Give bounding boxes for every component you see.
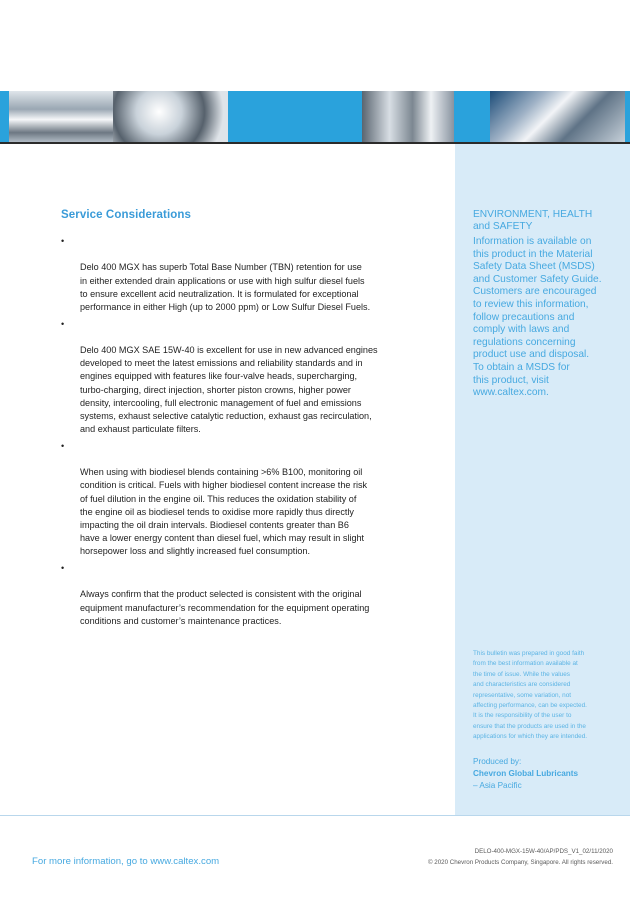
- banner-photo-gear: [113, 91, 228, 143]
- ehs-body-text: Information is available on this product in the Material Safety Data Sheet (MSDS) and Customer Safety Guide. Customers are encouraged to review this information, follow precautions and comply with laws and regulations concerning product use and disposal. To obtain a MSDS for this product, visit www.caltex.com.: [473, 236, 602, 399]
- bullet-icon: •: [61, 440, 65, 451]
- header-banner: [0, 91, 630, 143]
- banner-photo-engine: [362, 91, 454, 143]
- more-info-link[interactable]: For more information, go to www.caltex.com: [32, 856, 220, 867]
- list-item-text: Delo 400 MGX has superb Total Base Number (TBN) retention for use in either extended drain applications or use with high sulfur diesel fuels to ensure excellent acid neutralization. It is formulated for exceptional performance in either High (up to 2000 ppm) or Low Sulfur Diesel Fuels.: [80, 262, 371, 313]
- banner-photo-machinery: [490, 91, 625, 143]
- document-code: DELO-400-MGX-15W-40/AP/PDS_V1_02/11/2020: [474, 848, 613, 855]
- list-item-text: Delo 400 MGX SAE 15W-40 is excellent for use in new advanced engines developed to meet the latest emissions and reliability standards and in engines equipped with features like four-valve heads, supercharging, turbo-charging, direct injection, shorter piston crowns, higher power density, intercooling, full electronic management of fuel and emissions systems, exhaust selective catalytic reduction, exhaust gas recirculation, and exhaust particulate filters.: [80, 345, 378, 435]
- ehs-heading: [473, 209, 623, 233]
- service-considerations-list: [61, 235, 421, 631]
- disclaimer-text: This bulletin was prepared in good faith from the best information available at the time of issue. While the values and characteristics are considered representative, some variation, not affecting performance, can be expected. It is the responsibility of the user to ensure that the products are used in the applications for which they are intended.: [473, 650, 588, 741]
- bullet-icon: •: [61, 563, 65, 574]
- list-item-text: When using with biodiesel blends containing >6% B100, monitoring oil condition is critical. Fuels with higher biodiesel content increase the risk of fuel dilution in the engine oil. This reduces the oxidation stability of the engine oil as biodiesel tends to oxidise more rapidly thus directly impacting the oil drain intervals. Biodiesel contents greater than B6 have a lower energy content than diesel fuel, which may result in slight horsepower loss and slightly increased fuel consumption.: [80, 467, 368, 557]
- bullet-icon: •: [61, 236, 65, 246]
- banner-photo-bearing: [9, 91, 113, 143]
- ehs-heading-line1: ENVIRONMENT, HEALTH: [473, 209, 593, 220]
- footer-divider: [0, 815, 630, 816]
- section-title: Service Considerations: [61, 209, 192, 221]
- list-item: [61, 562, 421, 628]
- list-item: [61, 235, 421, 314]
- list-item: [61, 440, 421, 559]
- list-item-text: Always confirm that the product selected is consistent with the original equipment manufacturer’s recommendation for the equipment operating conditions and customer’s maintenance practices.: [80, 589, 370, 626]
- ehs-heading-line2: and SAFETY: [473, 221, 533, 233]
- produced-by-label: Produced by:: [473, 757, 522, 766]
- producer-region: – Asia Pacific: [473, 781, 522, 790]
- producer-organization: Chevron Global Lubricants: [473, 769, 579, 778]
- bullet-icon: •: [61, 318, 65, 329]
- copyright-notice: © 2020 Chevron Products Company, Singapore. All rights reserved.: [427, 859, 613, 866]
- list-item: [61, 318, 421, 437]
